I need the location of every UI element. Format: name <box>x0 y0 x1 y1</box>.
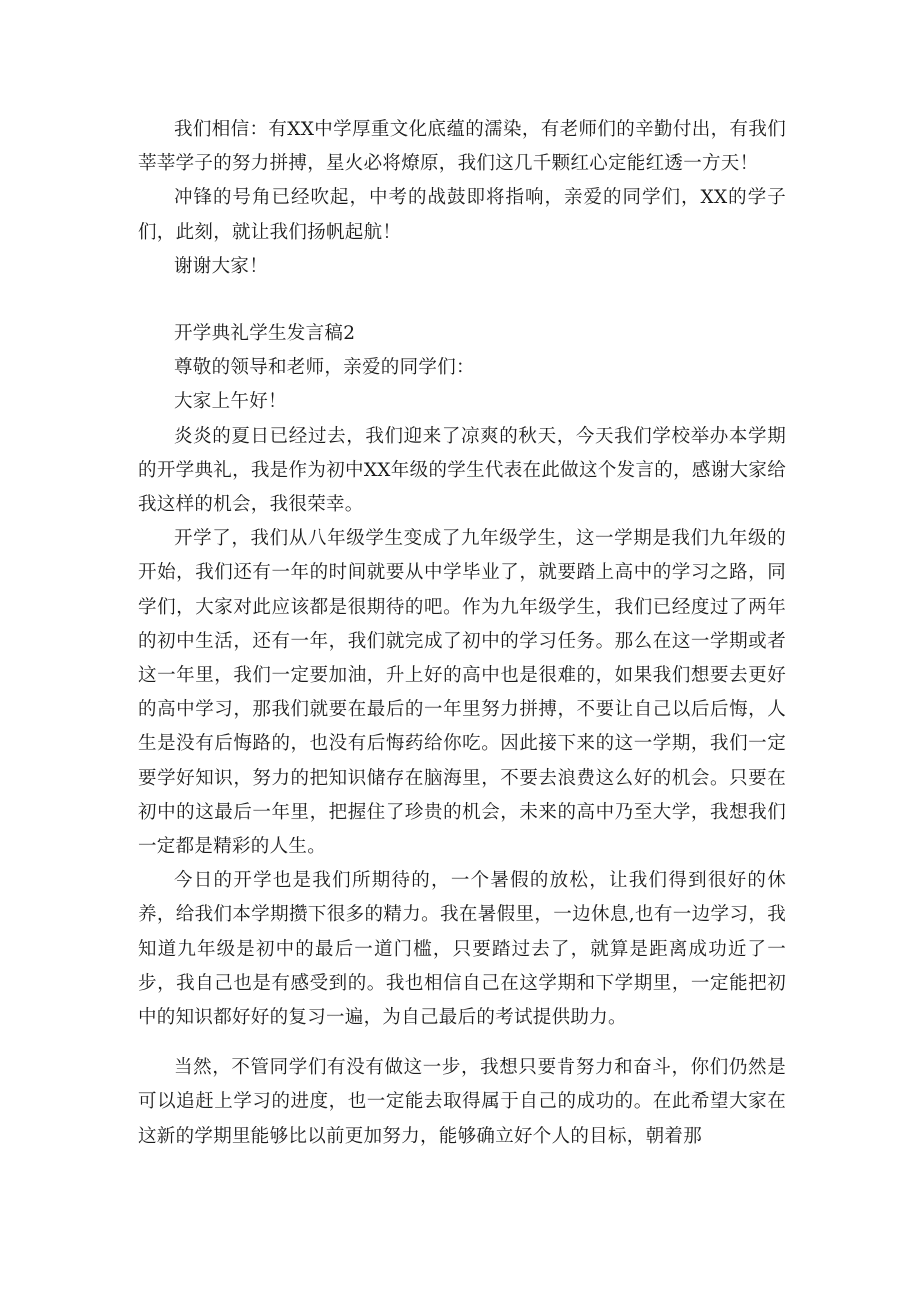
speech-title: 开学典礼学生发言稿2 <box>174 323 356 345</box>
paragraph-summer: 炎炎的夏日已经过去，我们迎来了凉爽的秋天，今天我们学校举办本学期的开学典礼，我是作为初中XX年级的学生代表在此做这个发言的，感谢大家给我这样的机会，我很荣幸。 <box>138 425 786 516</box>
document-body <box>138 113 786 1154</box>
paragraph-charge: 冲锋的号角已经吹起，中考的战鼓即将指响，亲爱的同学们，XX的学子们，此刻，就让我们扬帆起航！ <box>138 187 786 243</box>
paragraph-thanks: 谢谢大家！ <box>174 255 269 277</box>
greeting: 大家上午好！ <box>174 391 287 413</box>
paragraph-effort: 当然，不管同学们有没有做这一步，我想只要肯努力和奋斗，你们仍然是可以追赶上学习的进度，也一定能去取得属于自己的成功的。在此希望大家在这新的学期里能够比以前更加努力，能够确立好个人的目标，朝着那 <box>138 1057 786 1147</box>
salutation: 尊敬的领导和老师，亲爱的同学们： <box>174 357 475 379</box>
paragraph-expectation: 今日的开学也是我们所期待的，一个暑假的放松，让我们得到很好的休养，给我们本学期攒下很多的精力。我在暑假里，一边休息,也有一边学习，我知道九年级是初中的最后一道门槛，只要踏过去了，就算是距离成功近了一步，我自己也是有感受到的。我也相信自己在这学期和下学期里，一定能把初中的知识都好好的复习一遍，为自己最后的考试提供助力。 <box>138 870 786 1029</box>
paragraph-believe: 我们相信：有XX中学厚重文化底蕴的濡染，有老师们的辛勤付出，有我们莘莘学子的努力拼搏，星火必将燎原，我们这几千颗红心定能红透一方天！ <box>138 119 786 175</box>
paragraph-ninth-grade: 开学了，我们从八年级学生变成了九年级学生，这一学期是我们九年级的开始，我们还有一年的时间就要从中学毕业了，就要踏上高中的学习之路，同学们，大家对此应该都是很期待的吧。作为九年级学生，我们已经度过了两年的初中生活，还有一年，我们就完成了初中的学习任务。那么在这一学期或者这一年里，我们一定要加油，升上好的高中也是很难的，如果我们想要去更好的高中学习，那我们就要在最后的一年里努力拼搏，不要让自己以后后悔，人生是没有后悔路的，也没有后悔药给你吃。因此接下来的这一学期，我们一定要学好知识，努力的把知识储存在脑海里，不要去浪费这么好的机会。只要在初中的这最后一年里，把握住了珍贵的机会，未来的高中乃至大学，我想我们一定都是精彩的人生。 <box>138 528 786 858</box>
